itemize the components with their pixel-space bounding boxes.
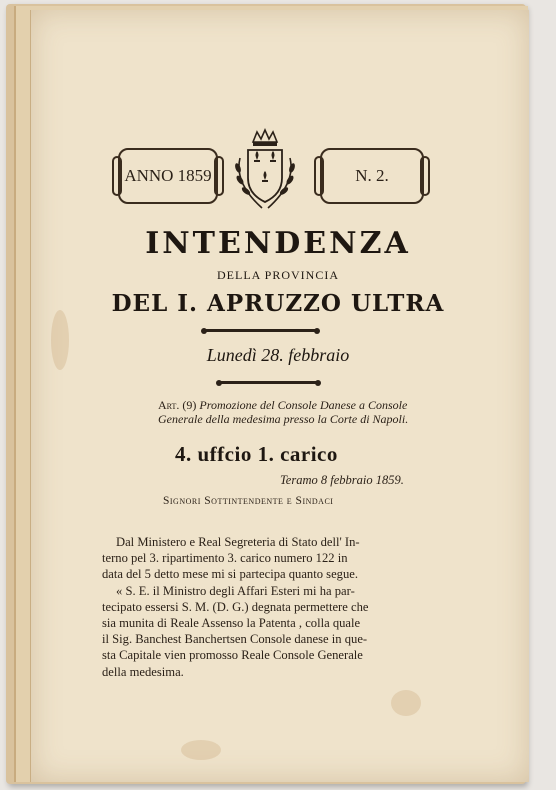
foxing-stain <box>391 690 421 716</box>
number-cartouche <box>320 148 424 204</box>
number-label: N. 2. <box>355 166 389 185</box>
body-line: « S. E. il Ministro degli Affari Esteri mi ha par- <box>116 583 355 598</box>
rule-dot <box>314 328 320 334</box>
body-line: data del 5 detto mese mi si partecipa quanto segue. <box>102 567 358 582</box>
article-line-2: Generale della medesima presso la Corte di Napoli. <box>158 412 409 426</box>
body-line: sta Capitale vien promosso Reale Console Generale <box>102 648 363 663</box>
foxing-stain <box>181 740 221 760</box>
article-line-1: Promozione del Console Danese a Console <box>199 398 408 412</box>
addressees: Signori Sottintendente e Sindaci <box>163 495 334 507</box>
ornamental-rule <box>205 329 317 332</box>
article-heading <box>158 398 426 426</box>
rule-dot <box>201 328 207 334</box>
article-label: Art. <box>158 398 180 412</box>
body-line: tecipato essersi S. M. (D. G.) degnata permettere che <box>102 599 369 614</box>
masthead-province: DEL I. APRUZZO ULTRA <box>111 290 445 317</box>
masthead-title: INTENDENZA <box>145 226 411 261</box>
rule-dot <box>216 380 222 386</box>
place-date: Teramo 8 febbraio 1859. <box>280 473 404 487</box>
body-line: della medesima. <box>102 664 184 679</box>
body-line: terno pel 3. ripartimento 3. carico numero 122 in <box>102 551 348 566</box>
ornamental-rule <box>220 381 318 384</box>
body-line: il Sig. Banchest Banchertsen Console danese in que- <box>102 632 368 647</box>
article-number: (9) <box>182 398 197 412</box>
year-label: ANNO 1859 <box>124 166 212 185</box>
body-text <box>102 534 422 680</box>
year-cartouche <box>118 148 218 204</box>
issue-date: Lunedì 28. febbraio <box>206 345 350 365</box>
body-line: sia munita di Reale Assenso la Patenta , colla quale <box>102 616 361 631</box>
body-line: Dal Ministero e Real Segreteria di Stato dell' In- <box>116 535 360 549</box>
rule-dot <box>315 380 321 386</box>
office-heading: 4. uffcio 1. carico <box>175 442 338 466</box>
masthead-subtitle: DELLA PROVINCIA <box>217 268 339 282</box>
crowned-fleur-de-lis-shield-icon <box>226 128 304 212</box>
